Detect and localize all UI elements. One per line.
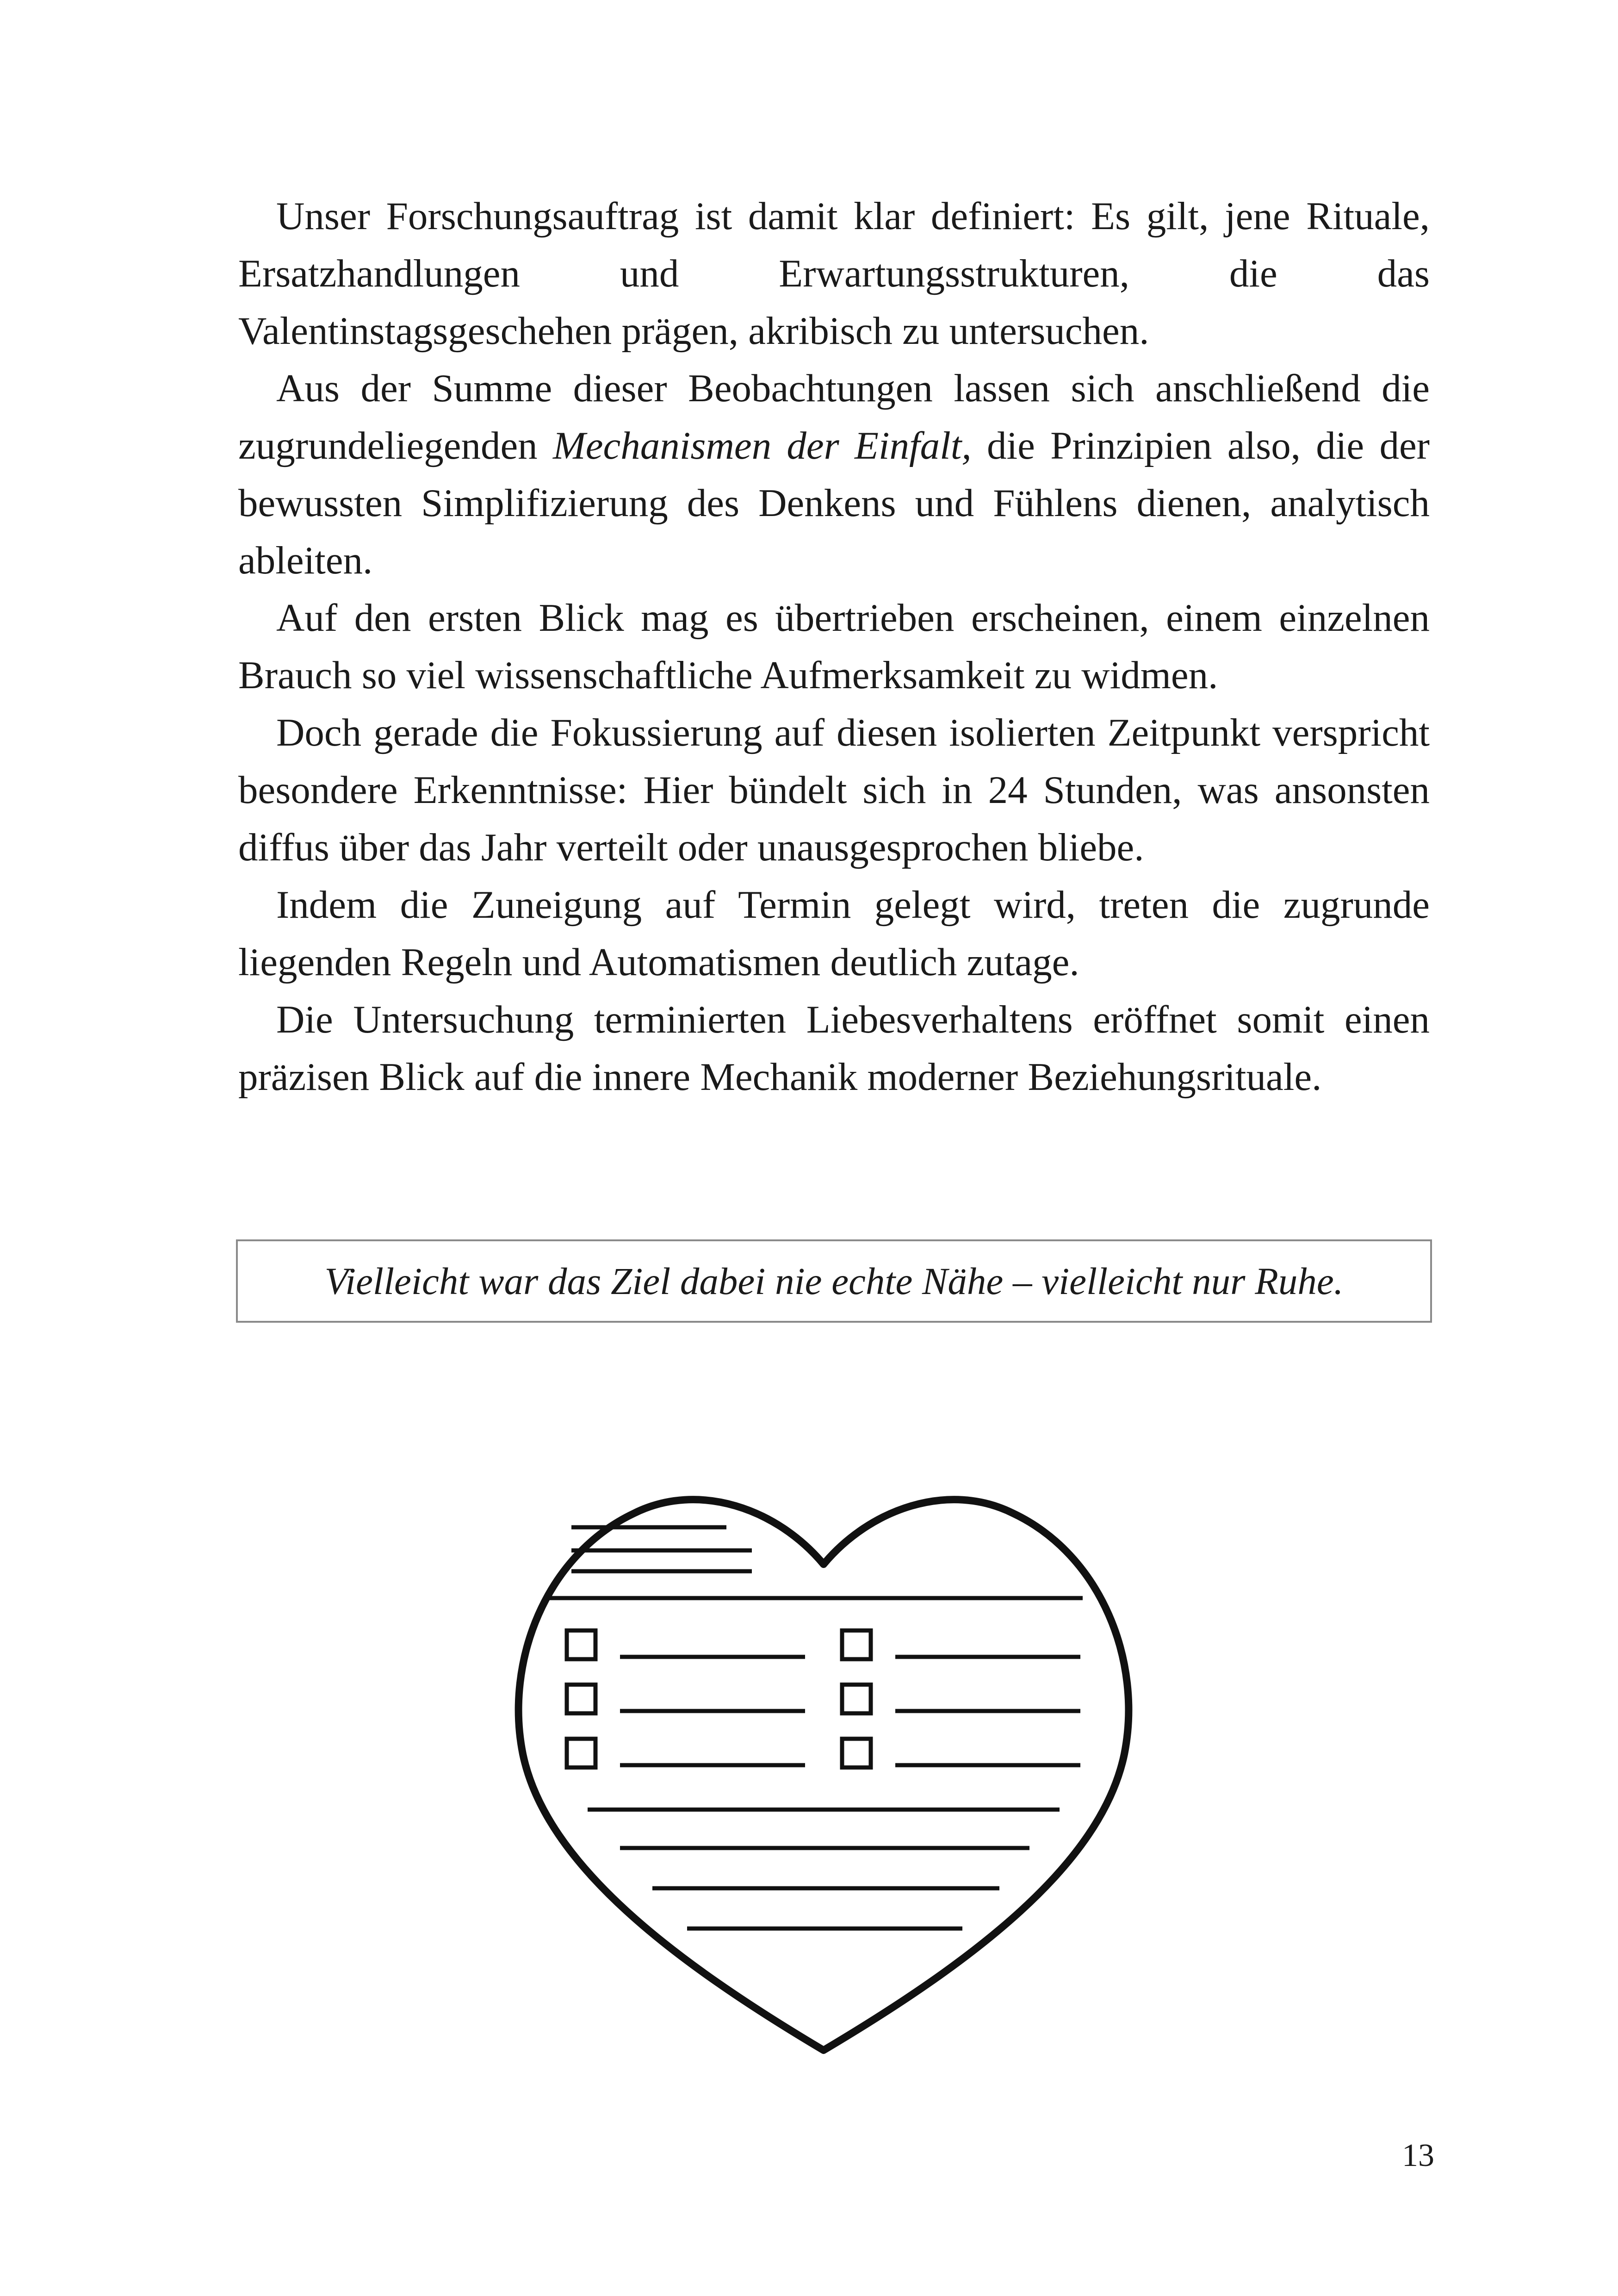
- paragraph-text: die Prinzipien also, die der bewussten Simplifizierung des Denkens und Fühlens dienen, analytisch ableiten.: [238, 424, 1430, 582]
- paragraph: Unser Forschungsauftrag ist damit klar definiert: Es gilt, jene Rituale, Ersatzhandlungen und Erwartungsstrukturen, die das Valentinstagsgeschehen prägen, akribisch zu untersuchen.: [238, 194, 1430, 353]
- heart-outline: [519, 1500, 1129, 2050]
- quote-box: [236, 1239, 1432, 1323]
- checkbox-icon: [567, 1630, 595, 1659]
- quote-text: Vielleicht war das Ziel dabei nie echte Nähe – vielleicht nur Ruhe.: [324, 1260, 1344, 1302]
- heart-checklist-icon: [481, 1458, 1166, 2069]
- paragraph: Indem die Zuneigung auf Termin gelegt wird, treten die zugrunde liegenden Regeln und Automatismen deutlich zutage.: [238, 883, 1430, 984]
- checkbox-icon: [567, 1739, 595, 1767]
- body-text: [238, 187, 1430, 1106]
- checkbox-icon: [567, 1685, 595, 1713]
- paragraph: [238, 360, 1430, 589]
- checkbox-icon: [842, 1630, 871, 1659]
- paragraph: Die Untersuchung terminierten Liebesverhaltens eröffnet somit einen präzisen Blick auf die innere Mechanik moderner Beziehungsrituale.: [238, 998, 1430, 1099]
- paragraph-text: Aus der Summe dieser Beobachtungen lassen sich anschließend die zugrundeliegenden: [238, 367, 1430, 467]
- emphasized-term: Mechanismen der Einfalt,: [553, 424, 972, 467]
- page-number: 13: [1402, 2138, 1434, 2173]
- checkbox-icon: [842, 1739, 871, 1767]
- paragraph: Auf den ersten Blick mag es übertrieben erscheinen, einem einzelnen Brauch so viel wissenschaftliche Aufmerksamkeit zu widmen.: [238, 596, 1430, 697]
- checklist: [567, 1630, 1080, 1767]
- checkbox-icon: [842, 1685, 871, 1713]
- paragraph: Doch gerade die Fokussierung auf diesen isolierten Zeitpunkt verspricht besondere Erkenntnisse: Hier bündelt sich in 24 Stunden, was ansonsten diffus über das Jahr verteilt oder unausgesprochen bliebe.: [238, 711, 1430, 869]
